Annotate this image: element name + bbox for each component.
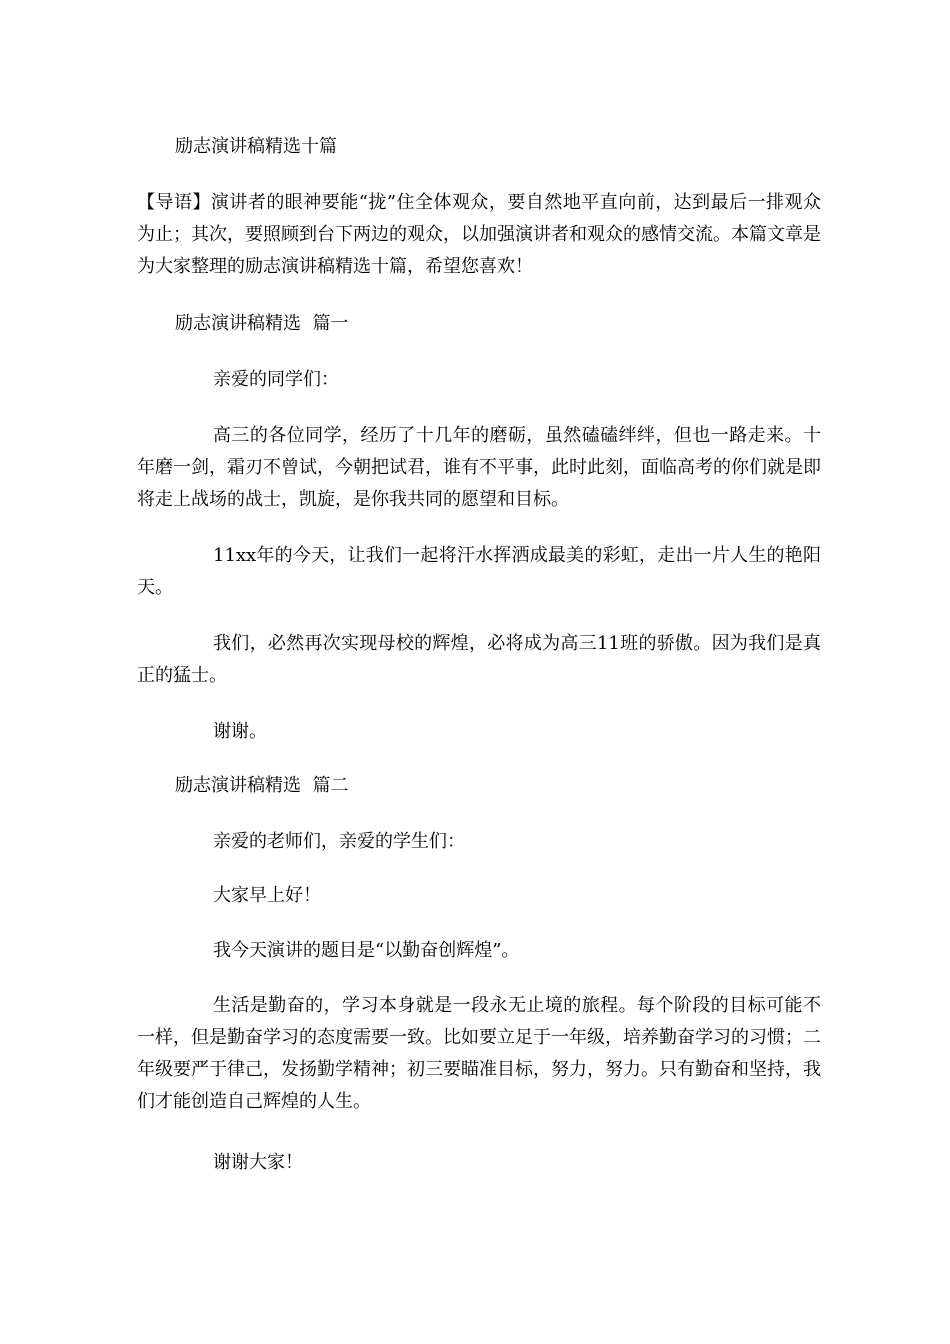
section-1-greeting: 亲爱的同学们： <box>213 369 339 390</box>
section-heading-2: 励志演讲稿精选 篇二 <box>175 775 349 796</box>
section-2-morning: 大家早上好！ <box>213 885 321 906</box>
section-1-paragraph-3 <box>137 628 821 692</box>
intro-paragraph <box>137 187 821 283</box>
section-heading-1: 励志演讲稿精选 篇一 <box>175 313 349 334</box>
section-1-paragraph-2 <box>137 540 821 604</box>
paragraph-text: 生活是勤奋的，学习本身就是一段永无止境的旅程。每个阶段的目标可能不一样，但是勤奋学习的态度需要一致。比如要立足于一年级，培养勤奋学习的习惯；二年级要严于律己，发扬勤学精神；初三要瞄准目标，努力，努力。只有勤奋和坚持，我们才能创造自己辉煌的人生。 <box>137 995 821 1112</box>
paragraph-text: 高三的各位同学，经历了十几年的磨砺，虽然磕磕绊绊，但也一路走来。十年磨一剑，霜刃不曾试，今朝把试君，谁有不平事，此时此刻，面临高考的你们就是即将走上战场的战士，凯旋，是你我共同的愿望和目标。 <box>137 425 821 510</box>
document-title: 励志演讲稿精选十篇 <box>175 136 337 157</box>
section-2-subject: 我今天演讲的题目是“以勤奋创辉煌”。 <box>213 940 520 961</box>
paragraph-text: 11xx年的今天，让我们一起将汗水挥洒成最美的彩虹，走出一片人生的艳阳天。 <box>137 545 821 598</box>
section-2-paragraph-1 <box>137 990 821 1118</box>
section-2-greeting: 亲爱的老师们，亲爱的学生们： <box>213 831 465 852</box>
section-1-closing: 谢谢。 <box>213 721 267 742</box>
intro-text: 【导语】演讲者的眼神要能“拢”住全体观众，要自然地平直向前，达到最后一排观众为止；其次，要照顾到台下两边的观众，以加强演讲者和观众的感情交流。本篇文章是为大家整理的励志演讲稿精选十篇，希望您喜欢！ <box>137 192 821 277</box>
paragraph-text: 我们，必然再次实现母校的辉煌，必将成为高三11班的骄傲。因为我们是真正的猛士。 <box>137 633 821 686</box>
section-1-paragraph-1 <box>137 420 821 516</box>
section-2-closing: 谢谢大家！ <box>213 1152 303 1173</box>
